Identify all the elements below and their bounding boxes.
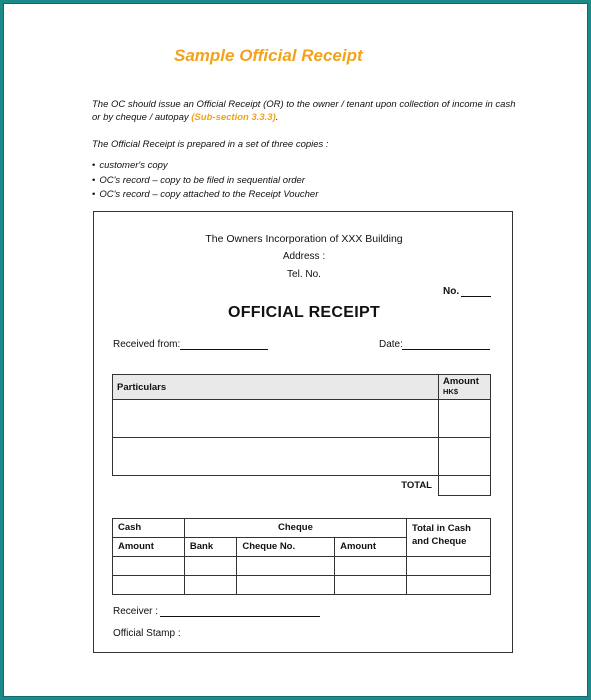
- receipt-heading: OFFICIAL RECEIPT: [227, 304, 381, 321]
- received-from-field[interactable]: [180, 349, 268, 350]
- amount-cell[interactable]: [439, 400, 491, 438]
- date-label: Date:: [379, 339, 403, 350]
- organization-name: The Owners Incorporation of XXX Building: [205, 233, 403, 245]
- receipt-number-label: No.: [443, 286, 460, 297]
- official-stamp-label: Official Stamp :: [113, 628, 181, 639]
- particulars-header: Particulars: [113, 375, 439, 400]
- cheque-no-header: Cheque No.: [237, 538, 335, 557]
- cash-header: Cash: [113, 519, 185, 538]
- total-cash-cheque-header: Total in Cash and Cheque: [407, 519, 491, 557]
- receiver-label: Receiver :: [113, 606, 159, 617]
- receipt-number-field[interactable]: [461, 296, 491, 297]
- table-row: [113, 400, 491, 438]
- document-page: [3, 3, 588, 697]
- cheque-header: Cheque: [184, 519, 406, 538]
- payment-cell[interactable]: [184, 576, 236, 595]
- amount-currency: HK$: [443, 387, 459, 396]
- intro-end: .: [275, 112, 279, 123]
- table-row: [113, 557, 491, 576]
- list-item: • OC's record – copy to be filed in sequential order: [92, 174, 318, 189]
- payment-cell[interactable]: [335, 576, 407, 595]
- payment-cell[interactable]: [113, 557, 185, 576]
- payment-table: [112, 518, 491, 595]
- payment-cell[interactable]: [407, 557, 491, 576]
- intro-text: The OC should issue an Official Receipt (OR) to the owner / tenant upon collection of income in cash or by cheque / autopay: [92, 99, 516, 123]
- payment-cell[interactable]: [407, 576, 491, 595]
- payment-cell[interactable]: [237, 557, 335, 576]
- receiver-field[interactable]: [160, 616, 320, 617]
- amount-cell[interactable]: [439, 438, 491, 476]
- address-label: Address :: [282, 251, 326, 262]
- list-item: • OC's record – copy attached to the Receipt Voucher: [92, 188, 318, 203]
- table-row: [113, 576, 491, 595]
- amount-header: [439, 375, 491, 400]
- particulars-cell[interactable]: [113, 400, 439, 438]
- received-from-label: Received from:: [113, 339, 181, 350]
- tel-label: Tel. No.: [287, 269, 321, 280]
- subsection-reference: (Sub-section 3.3.3): [191, 112, 276, 123]
- copies-intro: The Official Receipt is prepared in a set of three copies :: [92, 139, 329, 150]
- amount-header-label: Amount: [443, 376, 479, 387]
- bank-header: Bank: [184, 538, 236, 557]
- document-title: Sample Official Receipt: [174, 46, 363, 65]
- cheque-amount-header: Amount: [335, 538, 407, 557]
- receipt-form: [93, 211, 513, 653]
- table-row: [113, 438, 491, 476]
- payment-cell[interactable]: [184, 557, 236, 576]
- list-item: • customer's copy: [92, 159, 318, 174]
- intro-paragraph: [92, 98, 522, 124]
- payment-cell[interactable]: [335, 557, 407, 576]
- payment-cell[interactable]: [113, 576, 185, 595]
- cash-amount-header: Amount: [113, 538, 185, 557]
- total-label: TOTAL: [401, 480, 432, 492]
- payment-cell[interactable]: [237, 576, 335, 595]
- particulars-table: [112, 374, 491, 496]
- total-amount-cell[interactable]: [439, 476, 491, 496]
- particulars-cell[interactable]: [113, 438, 439, 476]
- date-field[interactable]: [402, 349, 490, 350]
- copies-list: [92, 159, 318, 203]
